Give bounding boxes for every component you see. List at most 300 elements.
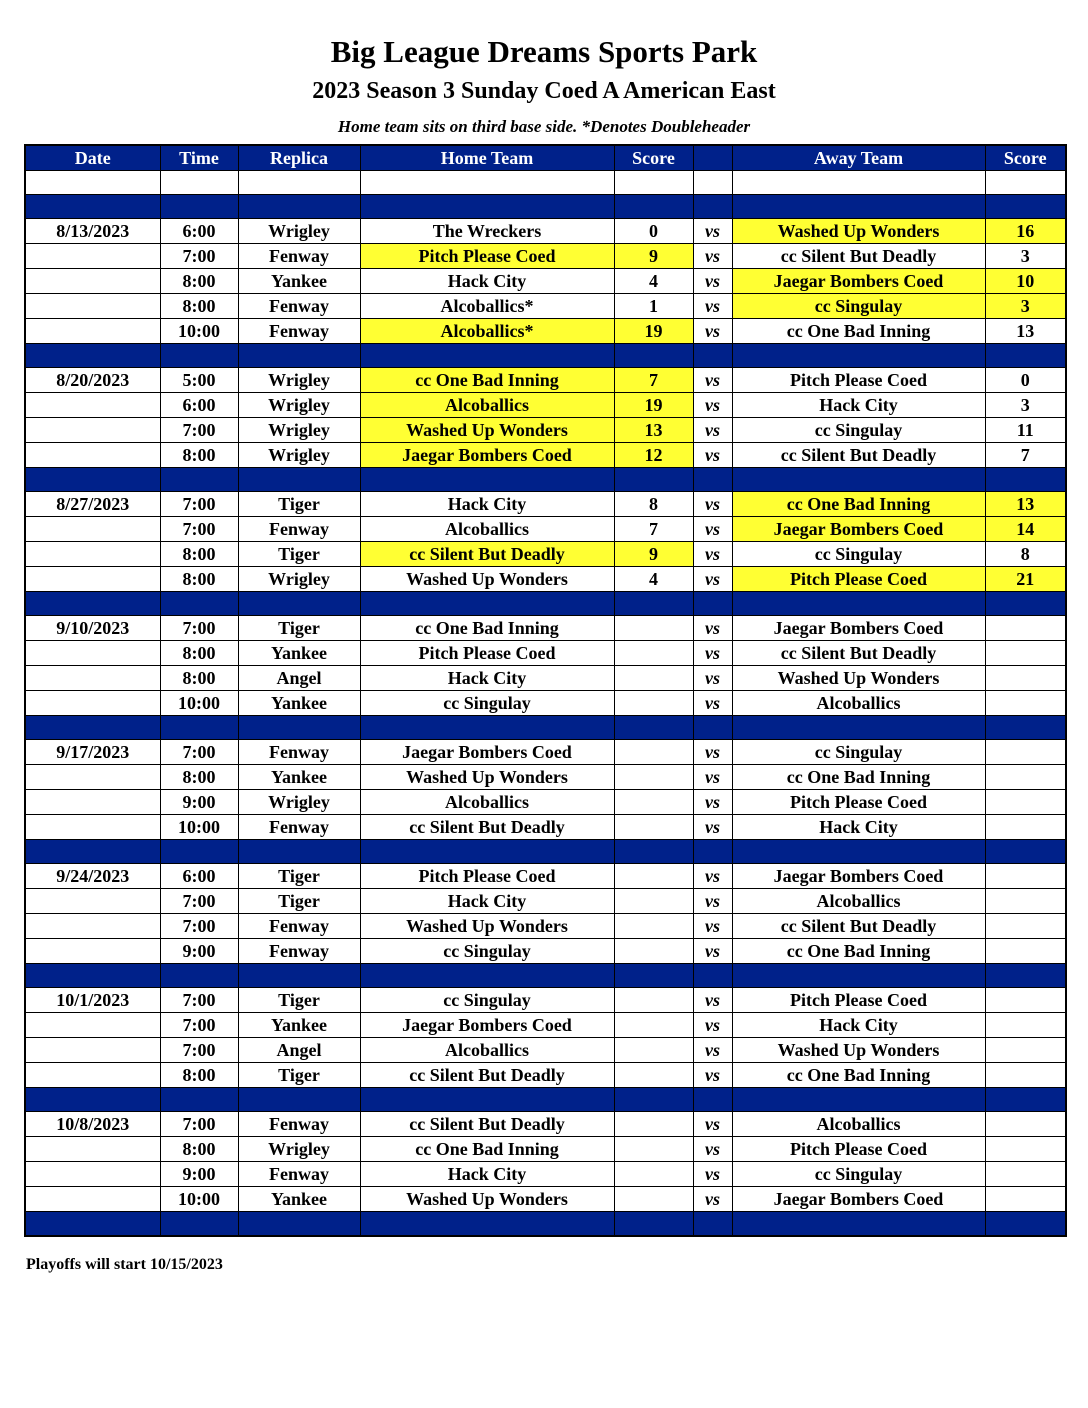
- game-time: 8:00: [160, 269, 238, 294]
- away-score: [985, 914, 1066, 939]
- away-team: cc Singulay: [732, 1162, 985, 1187]
- home-score: 13: [614, 418, 693, 443]
- game-field: Wrigley: [238, 368, 360, 393]
- game-row: [25, 1063, 1066, 1088]
- away-team: Hack City: [732, 393, 985, 418]
- vs-label: vs: [693, 864, 732, 889]
- empty-cell: [693, 964, 732, 988]
- away-team: Pitch Please Coed: [732, 988, 985, 1013]
- col-header-away-score: Score: [985, 145, 1066, 171]
- home-team: Washed Up Wonders: [360, 765, 614, 790]
- game-field: Wrigley: [238, 1137, 360, 1162]
- game-row: [25, 1187, 1066, 1212]
- vs-label: vs: [693, 740, 732, 765]
- game-date: [25, 765, 160, 790]
- game-time: 7:00: [160, 988, 238, 1013]
- week-separator-row: [25, 716, 1066, 740]
- home-score: 4: [614, 567, 693, 592]
- home-score: 12: [614, 443, 693, 468]
- empty-cell: [160, 716, 238, 740]
- game-field: Fenway: [238, 517, 360, 542]
- game-field: Wrigley: [238, 219, 360, 244]
- game-time: 9:00: [160, 1162, 238, 1187]
- game-field: Yankee: [238, 641, 360, 666]
- game-time: 7:00: [160, 492, 238, 517]
- empty-cell: [238, 592, 360, 616]
- empty-cell: [985, 840, 1066, 864]
- away-score: [985, 815, 1066, 840]
- game-date: [25, 939, 160, 964]
- game-field: Yankee: [238, 1013, 360, 1038]
- home-score: [614, 1013, 693, 1038]
- away-score: [985, 641, 1066, 666]
- game-date: [25, 1187, 160, 1212]
- away-score: [985, 1038, 1066, 1063]
- away-team: cc Silent But Deadly: [732, 443, 985, 468]
- home-score: 8: [614, 492, 693, 517]
- game-date: 9/17/2023: [25, 740, 160, 765]
- away-score: 10: [985, 269, 1066, 294]
- home-score: [614, 988, 693, 1013]
- game-time: 6:00: [160, 393, 238, 418]
- away-score: 13: [985, 492, 1066, 517]
- empty-cell: [614, 716, 693, 740]
- game-field: Fenway: [238, 939, 360, 964]
- game-time: 8:00: [160, 666, 238, 691]
- game-row: [25, 815, 1066, 840]
- home-score: [614, 1162, 693, 1187]
- game-date: [25, 1038, 160, 1063]
- empty-cell: [238, 344, 360, 368]
- empty-cell: [160, 592, 238, 616]
- home-score: [614, 641, 693, 666]
- game-row: [25, 914, 1066, 939]
- empty-cell: [25, 171, 160, 195]
- empty-cell: [238, 468, 360, 492]
- empty-cell: [614, 1212, 693, 1237]
- game-date: 8/13/2023: [25, 219, 160, 244]
- away-team: cc One Bad Inning: [732, 319, 985, 344]
- vs-label: vs: [693, 889, 732, 914]
- home-team: cc Silent But Deadly: [360, 1063, 614, 1088]
- game-time: 10:00: [160, 691, 238, 716]
- game-field: Angel: [238, 1038, 360, 1063]
- game-row: [25, 492, 1066, 517]
- home-score: 7: [614, 517, 693, 542]
- home-team: cc One Bad Inning: [360, 616, 614, 641]
- game-date: [25, 244, 160, 269]
- game-time: 7:00: [160, 244, 238, 269]
- vs-label: vs: [693, 567, 732, 592]
- game-field: Fenway: [238, 294, 360, 319]
- game-time: 8:00: [160, 294, 238, 319]
- empty-cell: [985, 592, 1066, 616]
- week-separator-row: [25, 840, 1066, 864]
- empty-cell: [25, 592, 160, 616]
- game-row: [25, 666, 1066, 691]
- vs-label: vs: [693, 542, 732, 567]
- game-date: [25, 319, 160, 344]
- col-header-home-score: Score: [614, 145, 693, 171]
- home-score: [614, 765, 693, 790]
- week-separator-row: [25, 1088, 1066, 1112]
- empty-cell: [732, 964, 985, 988]
- game-field: Yankee: [238, 691, 360, 716]
- home-score: 1: [614, 294, 693, 319]
- game-row: [25, 294, 1066, 319]
- game-row: [25, 418, 1066, 443]
- game-field: Tiger: [238, 1063, 360, 1088]
- vs-label: vs: [693, 765, 732, 790]
- col-header-vs: [693, 145, 732, 171]
- game-time: 10:00: [160, 815, 238, 840]
- game-time: 8:00: [160, 567, 238, 592]
- game-field: Tiger: [238, 889, 360, 914]
- vs-label: vs: [693, 443, 732, 468]
- week-separator-row: [25, 1212, 1066, 1237]
- home-team: Pitch Please Coed: [360, 244, 614, 269]
- game-date: [25, 641, 160, 666]
- game-time: 7:00: [160, 1112, 238, 1137]
- game-row: [25, 641, 1066, 666]
- home-score: [614, 616, 693, 641]
- vs-label: vs: [693, 1162, 732, 1187]
- vs-label: vs: [693, 914, 732, 939]
- empty-cell: [160, 1212, 238, 1237]
- game-field: Wrigley: [238, 443, 360, 468]
- game-date: [25, 567, 160, 592]
- home-score: [614, 914, 693, 939]
- vs-label: vs: [693, 517, 732, 542]
- away-score: 3: [985, 244, 1066, 269]
- game-date: [25, 517, 160, 542]
- game-row: [25, 988, 1066, 1013]
- game-row: [25, 864, 1066, 889]
- empty-cell: [238, 1212, 360, 1237]
- home-team: The Wreckers: [360, 219, 614, 244]
- game-field: Tiger: [238, 616, 360, 641]
- empty-cell: [985, 468, 1066, 492]
- home-score: [614, 1137, 693, 1162]
- schedule-table: [24, 144, 1067, 1237]
- game-date: 10/1/2023: [25, 988, 160, 1013]
- game-date: 10/8/2023: [25, 1112, 160, 1137]
- away-score: [985, 1162, 1066, 1187]
- week-separator-row: [25, 964, 1066, 988]
- away-team: cc Silent But Deadly: [732, 914, 985, 939]
- empty-cell: [160, 344, 238, 368]
- game-field: Tiger: [238, 542, 360, 567]
- home-team: Hack City: [360, 889, 614, 914]
- empty-cell: [985, 344, 1066, 368]
- game-time: 7:00: [160, 517, 238, 542]
- game-row: [25, 1013, 1066, 1038]
- game-date: 8/20/2023: [25, 368, 160, 393]
- playoffs-note: Playoffs will start 10/15/2023: [26, 1256, 223, 1273]
- away-team: cc Singulay: [732, 294, 985, 319]
- home-team: Alcoballics*: [360, 319, 614, 344]
- game-field: Fenway: [238, 319, 360, 344]
- empty-cell: [614, 195, 693, 219]
- game-row: [25, 393, 1066, 418]
- game-row: [25, 368, 1066, 393]
- empty-cell: [25, 1212, 160, 1237]
- empty-cell: [360, 716, 614, 740]
- home-team: Washed Up Wonders: [360, 1187, 614, 1212]
- away-team: Jaegar Bombers Coed: [732, 269, 985, 294]
- week-separator-row: [25, 344, 1066, 368]
- game-field: Fenway: [238, 914, 360, 939]
- game-time: 6:00: [160, 864, 238, 889]
- vs-label: vs: [693, 1112, 732, 1137]
- away-team: Pitch Please Coed: [732, 567, 985, 592]
- away-team: Hack City: [732, 1013, 985, 1038]
- away-score: [985, 1137, 1066, 1162]
- away-score: 8: [985, 542, 1066, 567]
- away-score: [985, 1187, 1066, 1212]
- vs-label: vs: [693, 319, 732, 344]
- vs-label: vs: [693, 1038, 732, 1063]
- game-time: 8:00: [160, 641, 238, 666]
- empty-cell: [238, 964, 360, 988]
- empty-cell: [360, 840, 614, 864]
- home-score: [614, 864, 693, 889]
- game-time: 7:00: [160, 914, 238, 939]
- empty-cell: [360, 468, 614, 492]
- empty-cell: [25, 1088, 160, 1112]
- away-team: cc Silent But Deadly: [732, 641, 985, 666]
- empty-cell: [732, 344, 985, 368]
- game-row: [25, 567, 1066, 592]
- vs-label: vs: [693, 691, 732, 716]
- empty-cell: [985, 1212, 1066, 1237]
- empty-cell: [238, 195, 360, 219]
- game-date: [25, 1137, 160, 1162]
- empty-cell: [732, 1088, 985, 1112]
- home-team: Jaegar Bombers Coed: [360, 740, 614, 765]
- game-date: 8/27/2023: [25, 492, 160, 517]
- vs-label: vs: [693, 418, 732, 443]
- empty-cell: [614, 171, 693, 195]
- game-field: Fenway: [238, 244, 360, 269]
- home-team: cc Silent But Deadly: [360, 815, 614, 840]
- home-score: [614, 889, 693, 914]
- col-header-home-team: Home Team: [360, 145, 614, 171]
- game-row: [25, 939, 1066, 964]
- game-date: [25, 294, 160, 319]
- empty-cell: [25, 344, 160, 368]
- away-team: cc One Bad Inning: [732, 765, 985, 790]
- vs-label: vs: [693, 1063, 732, 1088]
- home-team: cc Singulay: [360, 691, 614, 716]
- empty-cell: [25, 716, 160, 740]
- away-team: Jaegar Bombers Coed: [732, 1187, 985, 1212]
- empty-cell: [985, 195, 1066, 219]
- game-date: [25, 269, 160, 294]
- empty-cell: [614, 344, 693, 368]
- game-row: [25, 269, 1066, 294]
- away-team: Alcoballics: [732, 889, 985, 914]
- vs-label: vs: [693, 294, 732, 319]
- home-team: Washed Up Wonders: [360, 418, 614, 443]
- away-score: [985, 939, 1066, 964]
- header-row: [25, 145, 1066, 171]
- away-team: Alcoballics: [732, 691, 985, 716]
- empty-cell: [238, 171, 360, 195]
- away-team: cc Singulay: [732, 418, 985, 443]
- home-team: Hack City: [360, 492, 614, 517]
- empty-cell: [732, 468, 985, 492]
- game-row: [25, 319, 1066, 344]
- away-score: [985, 740, 1066, 765]
- home-score: [614, 666, 693, 691]
- away-team: cc One Bad Inning: [732, 1063, 985, 1088]
- page-title: Big League Dreams Sports Park: [330, 34, 758, 69]
- empty-cell: [985, 964, 1066, 988]
- home-team: Washed Up Wonders: [360, 914, 614, 939]
- game-date: [25, 1063, 160, 1088]
- away-team: Jaegar Bombers Coed: [732, 864, 985, 889]
- away-score: 14: [985, 517, 1066, 542]
- game-row: [25, 219, 1066, 244]
- week-separator-row: [25, 592, 1066, 616]
- empty-cell: [360, 964, 614, 988]
- game-row: [25, 889, 1066, 914]
- home-score: [614, 740, 693, 765]
- game-field: Tiger: [238, 864, 360, 889]
- away-score: [985, 666, 1066, 691]
- away-team: cc Singulay: [732, 740, 985, 765]
- home-team: Alcoballics: [360, 517, 614, 542]
- game-time: 8:00: [160, 765, 238, 790]
- empty-cell: [25, 964, 160, 988]
- home-score: 4: [614, 269, 693, 294]
- game-time: 8:00: [160, 443, 238, 468]
- game-date: [25, 418, 160, 443]
- empty-cell: [238, 716, 360, 740]
- home-score: [614, 1187, 693, 1212]
- home-team: cc Silent But Deadly: [360, 542, 614, 567]
- home-team: Alcoballics: [360, 393, 614, 418]
- col-header-time: Time: [160, 145, 238, 171]
- game-time: 6:00: [160, 219, 238, 244]
- home-team: cc Silent But Deadly: [360, 1112, 614, 1137]
- home-team: cc One Bad Inning: [360, 1137, 614, 1162]
- game-field: Fenway: [238, 815, 360, 840]
- game-row: [25, 616, 1066, 641]
- game-field: Fenway: [238, 1162, 360, 1187]
- game-field: Tiger: [238, 492, 360, 517]
- game-time: 10:00: [160, 319, 238, 344]
- game-date: [25, 1013, 160, 1038]
- vs-label: vs: [693, 1137, 732, 1162]
- game-row: [25, 443, 1066, 468]
- home-score: 0: [614, 219, 693, 244]
- away-score: 7: [985, 443, 1066, 468]
- away-score: 21: [985, 567, 1066, 592]
- home-score: [614, 815, 693, 840]
- game-row: [25, 542, 1066, 567]
- empty-cell: [160, 171, 238, 195]
- empty-cell: [693, 840, 732, 864]
- home-team: Jaegar Bombers Coed: [360, 1013, 614, 1038]
- game-time: 9:00: [160, 939, 238, 964]
- game-date: [25, 691, 160, 716]
- away-score: [985, 864, 1066, 889]
- home-team: Hack City: [360, 666, 614, 691]
- away-team: Jaegar Bombers Coed: [732, 616, 985, 641]
- away-team: Alcoballics: [732, 1112, 985, 1137]
- empty-cell: [693, 468, 732, 492]
- game-date: [25, 443, 160, 468]
- vs-label: vs: [693, 988, 732, 1013]
- empty-cell: [693, 195, 732, 219]
- empty-cell: [693, 592, 732, 616]
- game-row: [25, 244, 1066, 269]
- away-score: [985, 1112, 1066, 1137]
- home-team: Alcoballics: [360, 790, 614, 815]
- game-field: Tiger: [238, 988, 360, 1013]
- empty-cell: [732, 171, 985, 195]
- schedule-note: Home team sits on third base side. *Denotes Doubleheader: [337, 117, 751, 136]
- col-header-date: Date: [25, 145, 160, 171]
- home-score: [614, 1112, 693, 1137]
- empty-cell: [360, 195, 614, 219]
- game-time: 8:00: [160, 542, 238, 567]
- home-score: 19: [614, 319, 693, 344]
- empty-cell: [614, 840, 693, 864]
- vs-label: vs: [693, 790, 732, 815]
- blank-row: [25, 171, 1066, 195]
- col-header-away-team: Away Team: [732, 145, 985, 171]
- empty-cell: [732, 195, 985, 219]
- away-team: Washed Up Wonders: [732, 666, 985, 691]
- away-score: 3: [985, 294, 1066, 319]
- vs-label: vs: [693, 641, 732, 666]
- game-time: 7:00: [160, 889, 238, 914]
- game-row: [25, 1137, 1066, 1162]
- empty-cell: [732, 1212, 985, 1237]
- empty-cell: [614, 468, 693, 492]
- away-score: [985, 1013, 1066, 1038]
- game-time: 7:00: [160, 1038, 238, 1063]
- game-row: [25, 1112, 1066, 1137]
- home-team: Pitch Please Coed: [360, 641, 614, 666]
- game-field: Fenway: [238, 1112, 360, 1137]
- home-score: [614, 691, 693, 716]
- game-date: [25, 666, 160, 691]
- home-score: 7: [614, 368, 693, 393]
- away-score: 0: [985, 368, 1066, 393]
- game-row: [25, 691, 1066, 716]
- game-date: [25, 889, 160, 914]
- game-field: Wrigley: [238, 567, 360, 592]
- away-score: 11: [985, 418, 1066, 443]
- page-subtitle: 2023 Season 3 Sunday Coed A American East: [312, 78, 776, 104]
- away-score: 3: [985, 393, 1066, 418]
- home-score: [614, 790, 693, 815]
- vs-label: vs: [693, 244, 732, 269]
- vs-label: vs: [693, 269, 732, 294]
- game-time: 9:00: [160, 790, 238, 815]
- game-row: [25, 790, 1066, 815]
- away-team: cc Silent But Deadly: [732, 244, 985, 269]
- empty-cell: [160, 195, 238, 219]
- game-field: Wrigley: [238, 418, 360, 443]
- empty-cell: [160, 1088, 238, 1112]
- empty-cell: [732, 840, 985, 864]
- away-team: Jaegar Bombers Coed: [732, 517, 985, 542]
